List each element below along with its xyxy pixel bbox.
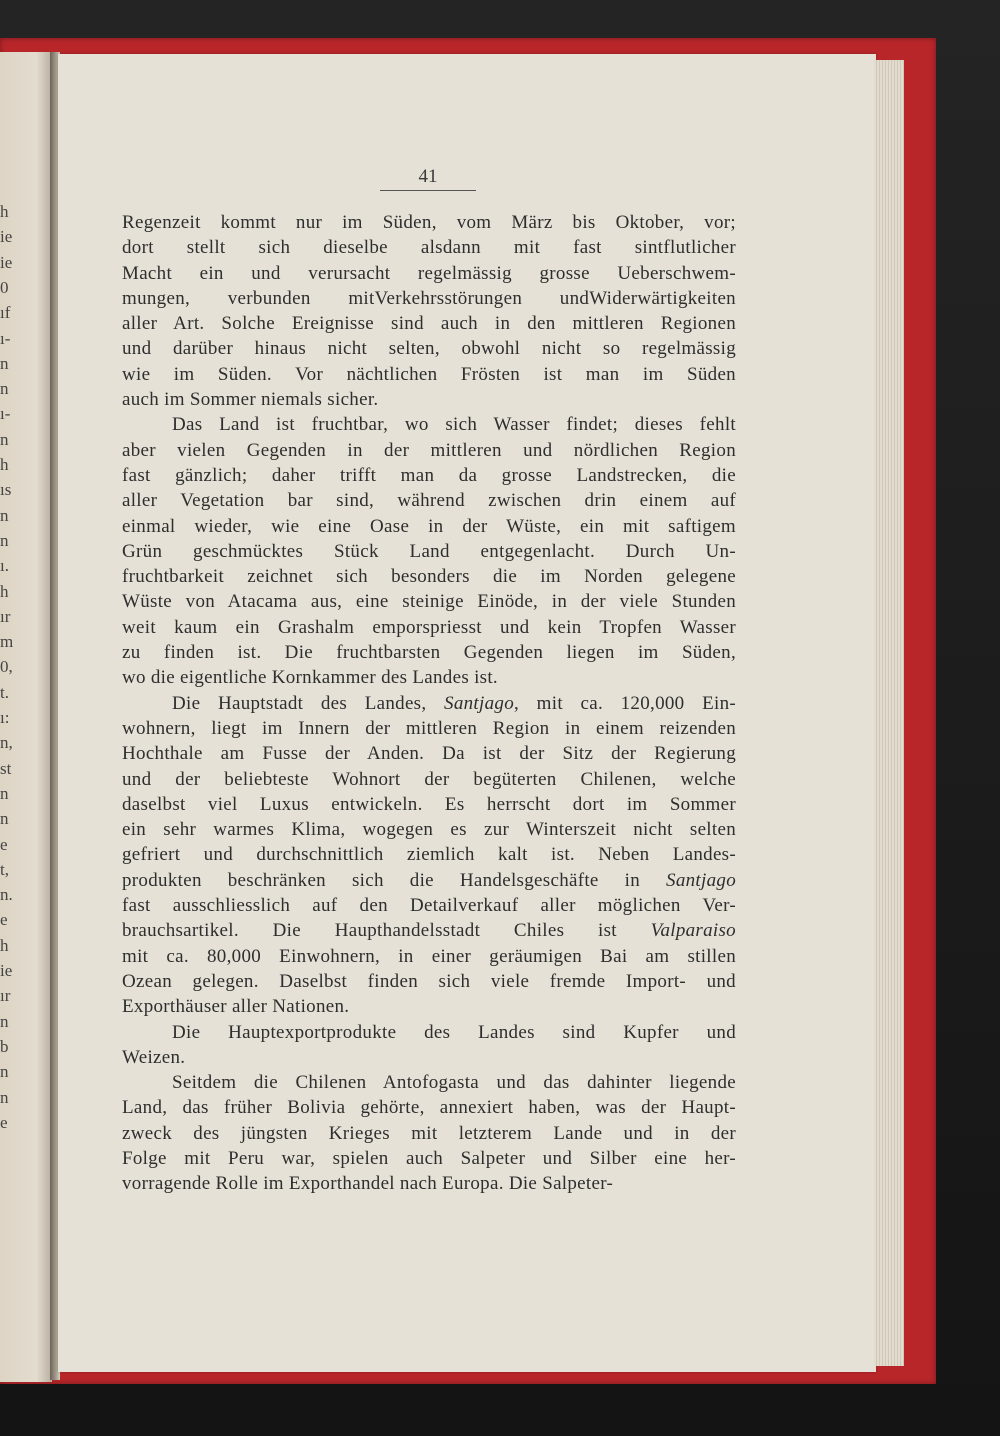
left-page-text-fragment: ıs <box>0 480 12 500</box>
left-page-text-fragment: n <box>0 809 9 829</box>
left-page-text-fragment: n <box>0 505 9 525</box>
text-line: mit ca. 80,000 Einwohnern, in einer geräumigen Bai am stillen <box>122 945 736 967</box>
text-line: produkten beschränken sich die Handelsgeschäfte in Santjago <box>122 869 736 891</box>
text-line: ein sehr warmes Klima, wogegen es zur Winterszeit nicht selten <box>122 819 736 841</box>
text-line: mungen, verbunden mitVerkehrsstörungen undWiderwärtigkeiten <box>122 287 736 309</box>
text-line: dort stellt sich dieselbe alsdann mit fast sintflutlicher <box>122 237 736 259</box>
text-line: Ozean gelegen. Daselbst finden sich viele fremde Import- und <box>122 970 736 992</box>
left-page-text-fragment: e <box>0 834 8 854</box>
left-page-text-fragment: ı- <box>0 404 11 424</box>
text-line: auch im Sommer niemals sicher. <box>122 389 379 411</box>
left-page-text-fragment: m <box>0 632 14 652</box>
left-page-text-fragment: 0, <box>0 657 13 677</box>
left-page-text-fragment: n. <box>0 885 13 905</box>
left-page-text-fragment: e <box>0 1112 8 1132</box>
text-line: fast gänzlich; daher trifft man da grosse Landstrecken, die <box>122 464 736 486</box>
left-page-text-fragment: h <box>0 581 9 601</box>
left-page-text-fragment: ı: <box>0 708 10 727</box>
italic-place-name: Santjago <box>444 692 514 714</box>
text-line: wo die eigentliche Kornkammer des Landes ist. <box>122 667 498 689</box>
page-number: 41 <box>380 166 476 191</box>
text-line: einmal wieder, wie eine Oase in der Wüste, ein mit saftigem <box>122 515 736 537</box>
text-line: daselbst viel Luxus entwickeln. Es herrscht dort im Sommer <box>122 793 736 815</box>
text-line: zweck des jüngsten Krieges mit letzterem Lande und in der <box>122 1122 736 1144</box>
left-page-text-fragment: t. <box>0 682 9 702</box>
left-page-text-fragment: h <box>0 202 9 221</box>
left-page-text-fragment: n <box>0 1087 9 1107</box>
text-line: gefriert und durchschnittlich ziemlich kalt ist. Neben Landes- <box>122 844 736 866</box>
text-line: Hochthale am Fusse der Anden. Da ist der Sitz der Regierung <box>122 743 736 765</box>
left-page-text-fragment: ı. <box>0 556 9 576</box>
text-line: Das Land ist fruchtbar, wo sich Wasser findet; dieses fehlt <box>172 414 736 436</box>
left-page-text-fragment: ır <box>0 606 11 626</box>
text-line: aber vielen Gegenden in der mittleren und nördlichen Region <box>122 439 736 461</box>
left-page-text-fragment: n <box>0 353 9 373</box>
text-line: aller Vegetation bar sind, während zwischen drin einem auf <box>122 490 736 512</box>
left-page-text-fragment: n <box>0 1011 9 1031</box>
text-line: Macht ein und verursacht regelmässig grosse Ueberschwem- <box>122 262 736 284</box>
text-line: Grün geschmücktes Stück Land entgegenlacht. Durch Un- <box>122 540 736 562</box>
text-line: fruchtbarkeit zeichnet sich besonders die im Norden gelegene <box>122 566 736 588</box>
left-page-edge <box>0 52 52 1382</box>
left-page-text-fragment: ie <box>0 227 13 247</box>
text-line: Regenzeit kommt nur im Süden, vom März bis Oktober, vor; <box>122 212 736 233</box>
text-line: vorragende Rolle im Exporthandel nach Europa. Die Salpeter- <box>122 1173 614 1195</box>
italic-place-name: Valparaiso <box>650 920 736 942</box>
left-page-text-fragment: n <box>0 379 9 399</box>
text-line: Die Hauptexportprodukte des Landes sind Kupfer und <box>172 1021 736 1043</box>
left-page-text-fragment: n <box>0 530 9 550</box>
page-edges <box>874 60 904 1366</box>
left-page-text-fragment: b <box>0 1036 9 1056</box>
left-page-text-fragment: h <box>0 935 9 955</box>
page-body-text <box>122 210 736 1197</box>
text-line: Seitdem die Chilenen Antofogasta und das dahinter liegende <box>172 1072 736 1094</box>
left-page-text-fragment: ie <box>0 961 13 980</box>
left-page-text-fragment: ı- <box>0 328 11 348</box>
text-line: Wüste von Atacama aus, eine steinige Einöde, in der viele Stunden <box>122 591 736 613</box>
left-page-text-fragment: n, <box>0 733 13 753</box>
left-page-text-fragment: ie <box>0 252 13 272</box>
text-line: wie im Süden. Vor nächtlichen Frösten ist man im Süden <box>122 363 736 385</box>
left-page-text-fragment: n <box>0 783 9 803</box>
text-line: zu finden ist. Die fruchtbarsten Gegenden liegen im Süden, <box>122 642 736 664</box>
text-line: Folge mit Peru war, spielen auch Salpeter und Silber eine her- <box>122 1147 736 1169</box>
left-page-text-fragment: st <box>0 758 12 778</box>
left-page-text-fragment: 0 <box>0 277 9 297</box>
text-line: Weizen. <box>122 1046 186 1068</box>
text-line: und darüber hinaus nicht selten, obwohl nicht so regelmässig <box>122 338 736 360</box>
text-line: Exporthäuser aller Nationen. <box>122 996 350 1018</box>
left-page-text-fragment: e <box>0 910 8 930</box>
text-line: weit kaum ein Grashalm emporspriesst und kein Tropfen Wasser <box>122 616 736 638</box>
italic-place-name: Santjago <box>666 869 736 891</box>
left-page-text-fragment: h <box>0 455 9 474</box>
text-line: und der beliebteste Wohnort der begüterten Chilenen, welche <box>122 768 736 790</box>
left-page-text-fragment: ır <box>0 986 11 1006</box>
left-page-text-fragment: ıf <box>0 303 11 323</box>
text-line: brauchsartikel. Die Haupthandelsstadt Chiles ist Valparaiso <box>122 920 736 942</box>
text-line: Land, das früher Bolivia gehörte, annexiert haben, was der Haupt- <box>122 1097 736 1119</box>
text-line: wohnern, liegt im Innern der mittleren Region in einem reizenden <box>122 717 736 739</box>
text-line: fast ausschliesslich auf den Detailverkauf aller möglichen Ver- <box>122 895 736 917</box>
left-page-text-fragment: n <box>0 429 9 449</box>
text-line: aller Art. Solche Ereignisse sind auch in den mittleren Regionen <box>122 313 736 335</box>
text-line: Die Hauptstadt des Landes, Santjago, mit ca. 120,000 Ein- <box>172 692 736 714</box>
left-page-text-fragment: n <box>0 1062 9 1082</box>
left-page-text-fragment: t, <box>0 859 9 879</box>
